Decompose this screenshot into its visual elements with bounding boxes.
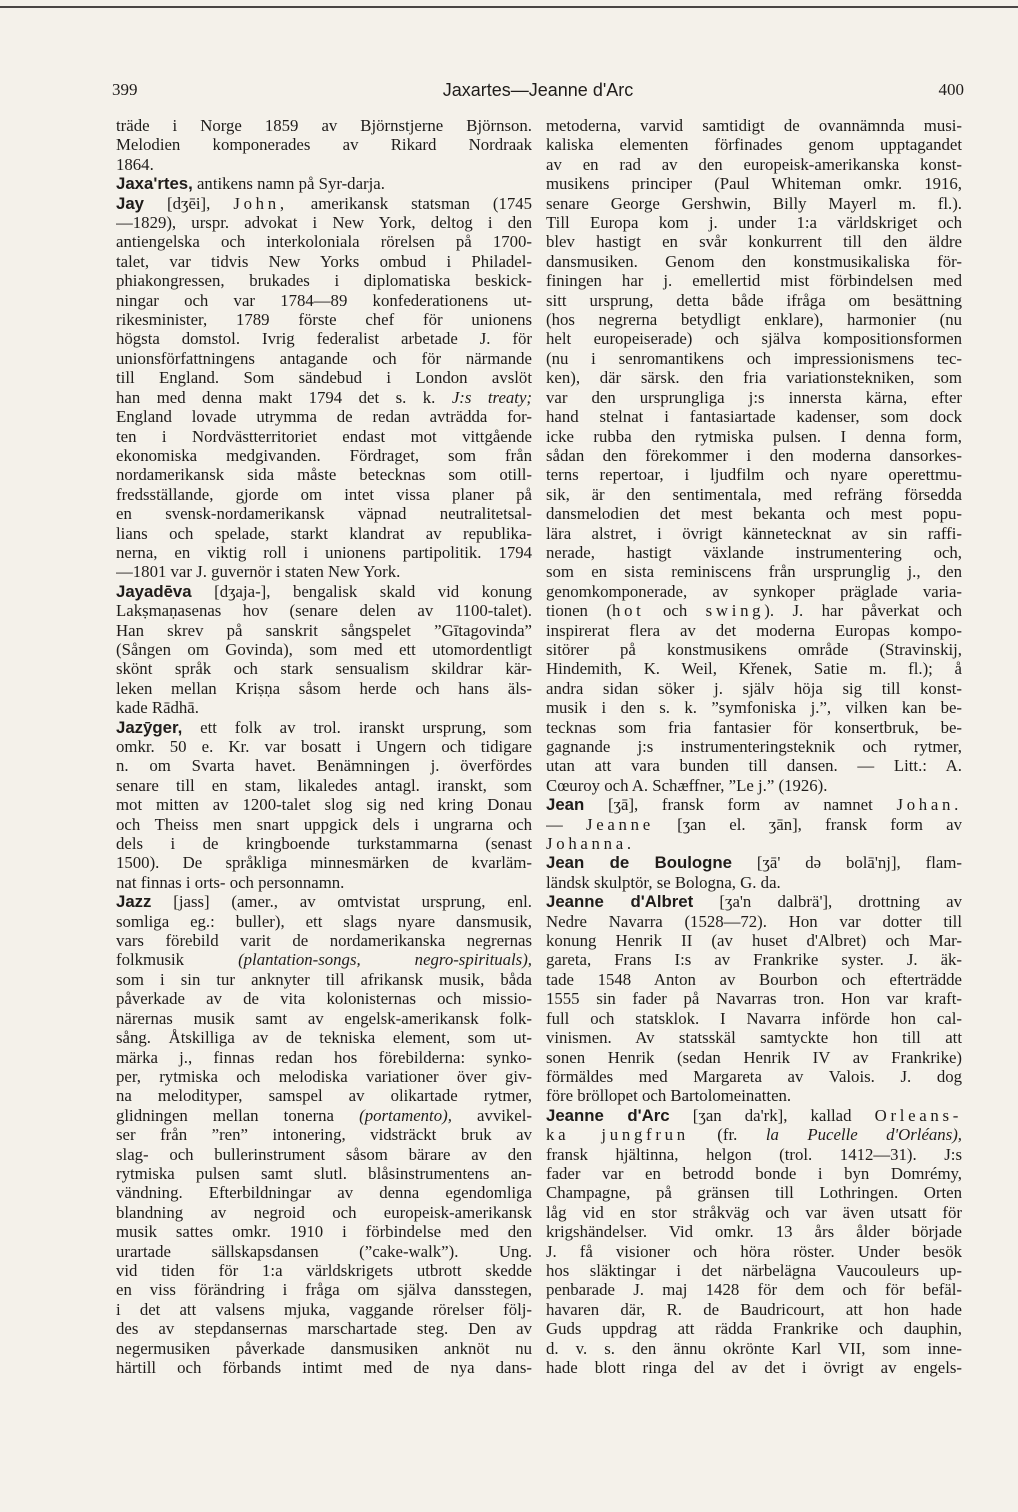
text-line: glidningen mellan tonerna (portamento), avvikel- bbox=[116, 1105, 532, 1125]
headword: Jean bbox=[546, 795, 585, 815]
text-line: folkmusik (plantation-songs, negro-spirituals), bbox=[116, 950, 532, 970]
headword: Jeanne d'Albret bbox=[546, 892, 694, 912]
text-line: Han skrev på sanskrit sångspelet ”Gītagovinda” bbox=[116, 620, 532, 640]
entry-jazyger bbox=[116, 718, 532, 893]
text-line: konung Henrik II (av huset d'Albret) och Mar- bbox=[546, 931, 962, 951]
headword: Jazӯger, bbox=[116, 717, 183, 737]
text-line: ningar och var 1784—89 konfederationens ut- bbox=[116, 290, 532, 310]
headword: Jean de Boulogne bbox=[546, 853, 732, 873]
text-line: per, rytmiska och melodiska variationer över giv- bbox=[116, 1066, 532, 1086]
headword: Jay bbox=[116, 193, 144, 213]
text-line: Jeanne d'Arc [ʒan da'rk], kallad Orleans- bbox=[546, 1105, 962, 1125]
text-line: sik, är den sentimentala, med refräng försedda bbox=[546, 484, 962, 504]
text-line: 1555 sin fader på Navarras tron. Hon var kraft- bbox=[546, 989, 962, 1009]
text-line: nerade, hastigt växlande instrumentering och, bbox=[546, 542, 962, 562]
text-line: kade Rādhā. bbox=[116, 698, 199, 718]
text-line: gagnande j:s instrumenteringsteknik och rytmer, bbox=[546, 737, 962, 756]
text-line: Cœuroy och A. Schæffner, ”Le j.” (1926). bbox=[546, 775, 828, 795]
text-line: märka j., finnas redan hos förebilderna: synko- bbox=[116, 1047, 532, 1067]
text-line: musik sattes omkr. 1910 i förbindelse med den bbox=[116, 1222, 532, 1242]
text-line: — Jeanne [ʒan el. ʒān], fransk form av bbox=[546, 814, 962, 834]
text-line: tade 1548 Anton av Bourbon och efterträdde bbox=[546, 969, 962, 989]
text-line: finingen har j. emellertid mist förbindelsen med bbox=[546, 271, 962, 291]
page-number-left: 399 bbox=[112, 80, 138, 99]
entry-jazz bbox=[116, 892, 532, 1377]
text-line: nerna, en viktig roll i unionens partipolitik. 1794 bbox=[116, 542, 532, 562]
entry-jean bbox=[546, 795, 962, 853]
text-line: träde i Norge 1859 av Björnstjerne Björnson. bbox=[116, 116, 532, 135]
headword: Jaxa'rtes, bbox=[116, 174, 193, 194]
entry-jeanne-darc bbox=[546, 1106, 962, 1378]
entry-jay bbox=[116, 194, 532, 582]
text-line: phiakongressen, brukades i diplomatiska beskick- bbox=[116, 271, 532, 291]
text-line: härtill och förbands intimt med de nya dans- bbox=[116, 1358, 532, 1377]
spaced-name: Johanna. bbox=[546, 834, 635, 854]
text-line: hade blott ringa del av det i övrigt av engels- bbox=[546, 1358, 962, 1377]
right-column bbox=[546, 116, 962, 1377]
text-line: som i sin tur anknyter till afrikansk musik, båda bbox=[116, 969, 532, 989]
left-column bbox=[116, 116, 532, 1377]
text-line: mot mitten av 1200-talet slog sig ned kring Donau bbox=[116, 795, 532, 815]
text-line: terns repertoar, i ljudfilm och nyare operettmu- bbox=[546, 465, 962, 485]
text-line: somliga eg.: buller), ett slags nyare dansmusik, bbox=[116, 911, 532, 931]
text-line: nordamerikansk sida måste betecknas som otill- bbox=[116, 465, 532, 485]
text-line: lära alstret, i övrigt kännetecknat av sin raffi- bbox=[546, 523, 962, 543]
text-line: musik i den s. k. ”symfoniska j.”, vilken kan be- bbox=[546, 698, 962, 718]
text-line: Jayadēva [dʒaja-], bengalisk skald vid konung bbox=[116, 581, 532, 601]
text-line: sitörer på konstmusikens område (Stravinskij, bbox=[546, 639, 962, 659]
spaced-name: John, bbox=[233, 193, 288, 213]
top-rule bbox=[0, 6, 1018, 8]
text-line: (nu i senromantikens och impressionismens tec- bbox=[546, 348, 962, 368]
spaced-term: hot bbox=[611, 601, 645, 621]
text-line: nat finnas i orts- och personnamn. bbox=[116, 872, 345, 892]
page-header bbox=[112, 80, 964, 104]
text-line: låg vid en stor stråkväg och var även utsatt för bbox=[546, 1202, 962, 1222]
text-line: dansmelodien det mest bekanta och mest popu- bbox=[546, 504, 962, 524]
text-line: fredsställande, gjorde om intet vissa planer på bbox=[116, 484, 532, 504]
text-line: sonen Henrik (sedan Henrik IV av Frankrike) bbox=[546, 1047, 962, 1067]
text-line: Till Europa kom j. under 1:a världskriget och bbox=[546, 213, 962, 233]
text-line bbox=[546, 834, 962, 853]
text-line: vars förebild varit de nordamerikanska negrernas bbox=[116, 931, 532, 951]
text-line: en viss förändring i fråga om själva dansstegen, bbox=[116, 1280, 532, 1300]
text-line: d. v. s. den ännu okrönte Karl VII, som inne- bbox=[546, 1338, 962, 1358]
text-line: till England. Som sändebud i London avslöt bbox=[116, 368, 532, 388]
text-line: negermusiken påverkade dansmusiken anknöt nu bbox=[116, 1338, 532, 1358]
text-line: musikens principer (Paul Whiteman omkr. 1916, bbox=[546, 174, 962, 194]
spaced-name: Jeanne bbox=[586, 814, 654, 834]
text-line: genomkomponerade, av synkoper präglade varia- bbox=[546, 581, 962, 601]
text-line: inspirerat flera av det moderna Europas kompo- bbox=[546, 620, 962, 640]
text-line: sång. Åtskilliga av de tekniska element, som ut- bbox=[116, 1028, 532, 1048]
text-line: var den ursprungliga j:s innersta kärna, efter bbox=[546, 387, 962, 407]
text-line: Champagne, på gränsen till Lothringen. Orten bbox=[546, 1183, 962, 1203]
text-line: Jean [ʒā], fransk form av namnet Johan. bbox=[546, 795, 962, 815]
text-line: dels i de kringboende turkstammarna (senast bbox=[116, 834, 532, 854]
spaced-name: Orleans- bbox=[874, 1105, 962, 1125]
text-line: talet, var tidvis New Yorks ombud i Philadel- bbox=[116, 251, 532, 271]
entry-jaxartes bbox=[116, 174, 532, 193]
spaced-term: swing bbox=[705, 601, 765, 621]
text-line: metoderna, varvid samtidigt de ovannämnda musi- bbox=[546, 116, 962, 135]
italic-term: la Pucelle d'Orléans), bbox=[765, 1125, 962, 1145]
text-line: sitt ursprung, detta både ifråga om besättning bbox=[546, 290, 962, 310]
spaced-name: ka jungfrun bbox=[546, 1125, 689, 1145]
text-line: förmäldes med Margareta av Valois. J. dog bbox=[546, 1066, 962, 1086]
text-line: andra sidan söker j. själv höja sig till konst- bbox=[546, 678, 962, 698]
text-line: påverkade av de vita kolonisternas och missio- bbox=[116, 989, 532, 1009]
text-line: Lakṣmaṇasenas hov (senare delen av 1100-talet). bbox=[116, 601, 532, 621]
headword: Jazz bbox=[116, 892, 152, 912]
text-line: blev hastigt en svår konkurrent till den äldre bbox=[546, 232, 962, 252]
text-line: Jazz [jass] (amer., av omtvistat ursprung, enl. bbox=[116, 892, 532, 912]
text-line: (Sången om Govinda), som med ett utomordentligt bbox=[116, 639, 532, 659]
text-line: tecknas som fria fantasier för konsertbruk, be- bbox=[546, 717, 962, 737]
text-line: blandning av negroid och europeisk-amerikansk bbox=[116, 1202, 532, 1222]
text-line: havaren där, R. de Baudricourt, att hon hade bbox=[546, 1299, 962, 1319]
text-line: (hos negrerna betydligt enklare), harmonier (nu bbox=[546, 310, 962, 330]
text-line: —1801 var J. guvernör i staten New York. bbox=[116, 562, 401, 582]
text-line: i det att valsens mjuka, vaggande rörelser följ- bbox=[116, 1299, 532, 1319]
text-line: Jaxa'rtes, antikens namn på Syr-darja. bbox=[116, 174, 385, 194]
text-line: senare till en stam, likaledes antagl. iranskt, som bbox=[116, 775, 532, 795]
text-line: unionsförfattningens antagande och för närmande bbox=[116, 348, 532, 368]
text-line: full och statsklok. I Navarra införde hon cal- bbox=[546, 1008, 962, 1028]
text-line: Hindemith, K. Weil, Křenek, Satie m. fl.); å bbox=[546, 659, 962, 679]
page-number-right: 400 bbox=[938, 80, 964, 99]
text-line: hand stelnat i fantasiartade kadenser, som dock bbox=[546, 407, 962, 427]
text-line: ka jungfrun (fr. la Pucelle d'Orléans), bbox=[546, 1125, 962, 1145]
text-line: n. om Svarta havet. Benämningen j. överfördes bbox=[116, 756, 532, 776]
text-line: ser från ”ren” intonering, vidsträckt bruk av bbox=[116, 1125, 532, 1145]
italic-term: (portamento), bbox=[359, 1105, 452, 1125]
text-line: som en sista reminiscens från ursprunglig j., den bbox=[546, 562, 962, 582]
text-line: rikesminister, 1789 förste chef för unionens bbox=[116, 310, 532, 330]
text-line: ken), där särsk. den fria variationstekniken, som bbox=[546, 368, 962, 388]
entry-jayadeva bbox=[116, 582, 532, 718]
text-line: han med denna makt 1794 det s. k. J:s treaty; bbox=[116, 387, 532, 407]
text-line: 1864. bbox=[116, 154, 154, 174]
text-line: leken mellan Kriṣṇa såsom herde och hans äls- bbox=[116, 678, 532, 698]
text-line: England lovade utrymma de redan avträdda for- bbox=[116, 407, 532, 427]
spaced-name: Johan. bbox=[896, 795, 962, 815]
text-line: penbarade J. maj 1428 för dem och för befäl- bbox=[546, 1280, 962, 1300]
text-line: Melodien komponerades av Rikard Nordraak bbox=[116, 135, 532, 155]
text-line: senare George Gershwin, Billy Mayerl m. fl.). bbox=[546, 193, 962, 213]
entry-jeanne-dalbret bbox=[546, 892, 962, 1105]
headword: Jeanne d'Arc bbox=[546, 1105, 670, 1125]
running-title: Jaxartes—Jeanne d'Arc bbox=[442, 80, 634, 100]
entry-jean-de-boulogne bbox=[546, 853, 962, 892]
text-line: vändning. Efterbildningar av denna egendomliga bbox=[116, 1183, 532, 1203]
headword: Jayadēva bbox=[116, 581, 192, 601]
text-line: krigshändelser. Vid omkr. 13 års ålder började bbox=[546, 1222, 962, 1242]
text-line: fransk hjältinna, helgon (trol. 1412—31). J:s bbox=[546, 1144, 962, 1164]
text-line: 1500). De språkliga minnesmärken de kvarläm- bbox=[116, 853, 532, 873]
text-line: icke rubba den rytmiska pulsen. I denna form, bbox=[546, 426, 962, 446]
text-line: sådan den förekommer i den moderna dansorkes- bbox=[546, 445, 962, 465]
text-line: Jay [dʒēi], John, amerikansk statsman (1745 bbox=[116, 193, 532, 213]
text-line: Jazӯger, ett folk av trol. iranskt ursprung, som bbox=[116, 717, 532, 737]
text-line: Nedre Navarra (1528—72). Hon var dotter till bbox=[546, 911, 962, 931]
text-line: ländsk skulptör, se Bologna, G. da. bbox=[546, 872, 781, 892]
text-line: Guds uppdrag att rädda Frankrike och dauphin, bbox=[546, 1319, 962, 1339]
italic-term: J:s treaty; bbox=[451, 387, 532, 407]
text-line: kaliska elementen förfinades genom upptagandet bbox=[546, 135, 962, 155]
text-line: närernas musik samt av engelsk-amerikansk folk- bbox=[116, 1008, 532, 1028]
text-line: lians och spelade, starkt klandrat av republika- bbox=[116, 523, 532, 543]
text-line: J. få visioner och höra röster. Under besök bbox=[546, 1241, 962, 1261]
text-line: skönt språk och stark sensualism skildrar kär- bbox=[116, 659, 532, 679]
text-line: rytmiska pulsen samt slutl. blåsinstrumentens an- bbox=[116, 1163, 532, 1183]
text-line: en svensk-nordamerikansk väpnad neutralitetsal- bbox=[116, 504, 532, 524]
text-line: vinismen. Av statsskäl samtyckte hon till att bbox=[546, 1028, 962, 1048]
text-line: antiengelska och interkoloniala rörelsen på 1700- bbox=[116, 232, 532, 252]
text-line: des av stepdansernas marschartade steg. Den av bbox=[116, 1319, 532, 1339]
text-line: utan att vara bunden till dansen. — Litt.: A. bbox=[546, 756, 962, 776]
text-line: helt europeiserade) och själva kompositionsformen bbox=[546, 329, 962, 349]
text-line: och Theiss men snart uppgick dels i ungrarna och bbox=[116, 814, 532, 834]
entry-nationalsang-continued bbox=[116, 116, 532, 174]
text-line: av en rad av den europeisk-amerikanska konst- bbox=[546, 154, 962, 174]
text-line: före bröllopet och Bartolomeinatten. bbox=[546, 1086, 792, 1106]
text-line: Jean de Boulogne [ʒā' də bolā'nj], flam- bbox=[546, 853, 962, 873]
text-line: dansmusiken. Genom den konstmusikaliska för- bbox=[546, 251, 962, 271]
text-line: tionen (hot och swing). J. har påverkat och bbox=[546, 601, 962, 621]
text-line: gareta, Frans I:s av Frankrike syster. J. äk- bbox=[546, 950, 962, 970]
text-line: fader var en betrodd bonde i byn Domrémy, bbox=[546, 1163, 962, 1183]
text-line: ekonomiska medgivanden. Fördraget, som från bbox=[116, 445, 532, 465]
text-line: —1829), urspr. advokat i New York, deltog i den bbox=[116, 213, 532, 233]
text-line: Jeanne d'Albret [ʒa'n dalbrä'], drottning av bbox=[546, 892, 962, 912]
text-line: vid tiden för 1:a världskrigets utbrott skedde bbox=[116, 1260, 532, 1280]
text-line: ten i Nordvästterritoriet endast mot vittgående bbox=[116, 426, 532, 446]
entry-jazz-continued bbox=[546, 116, 962, 795]
italic-term: (plantation-songs, negro-spirituals), bbox=[238, 950, 532, 970]
text-line: hos släktingar i det närbelägna Vaucouleurs up- bbox=[546, 1260, 962, 1280]
text-line: slag- och bullerinstrument såsom bärare av den bbox=[116, 1144, 532, 1164]
text-line: omkr. 50 e. Kr. var bosatt i Ungern och tidigare bbox=[116, 737, 532, 756]
text-line: högsta domstol. Ivrig federalist arbetade J. för bbox=[116, 329, 532, 349]
text-line: urartade sällskapsdansen (”cake-walk”). Ung. bbox=[116, 1241, 532, 1261]
text-line: na melodityper, samspel av olikartade rytmer, bbox=[116, 1086, 532, 1106]
